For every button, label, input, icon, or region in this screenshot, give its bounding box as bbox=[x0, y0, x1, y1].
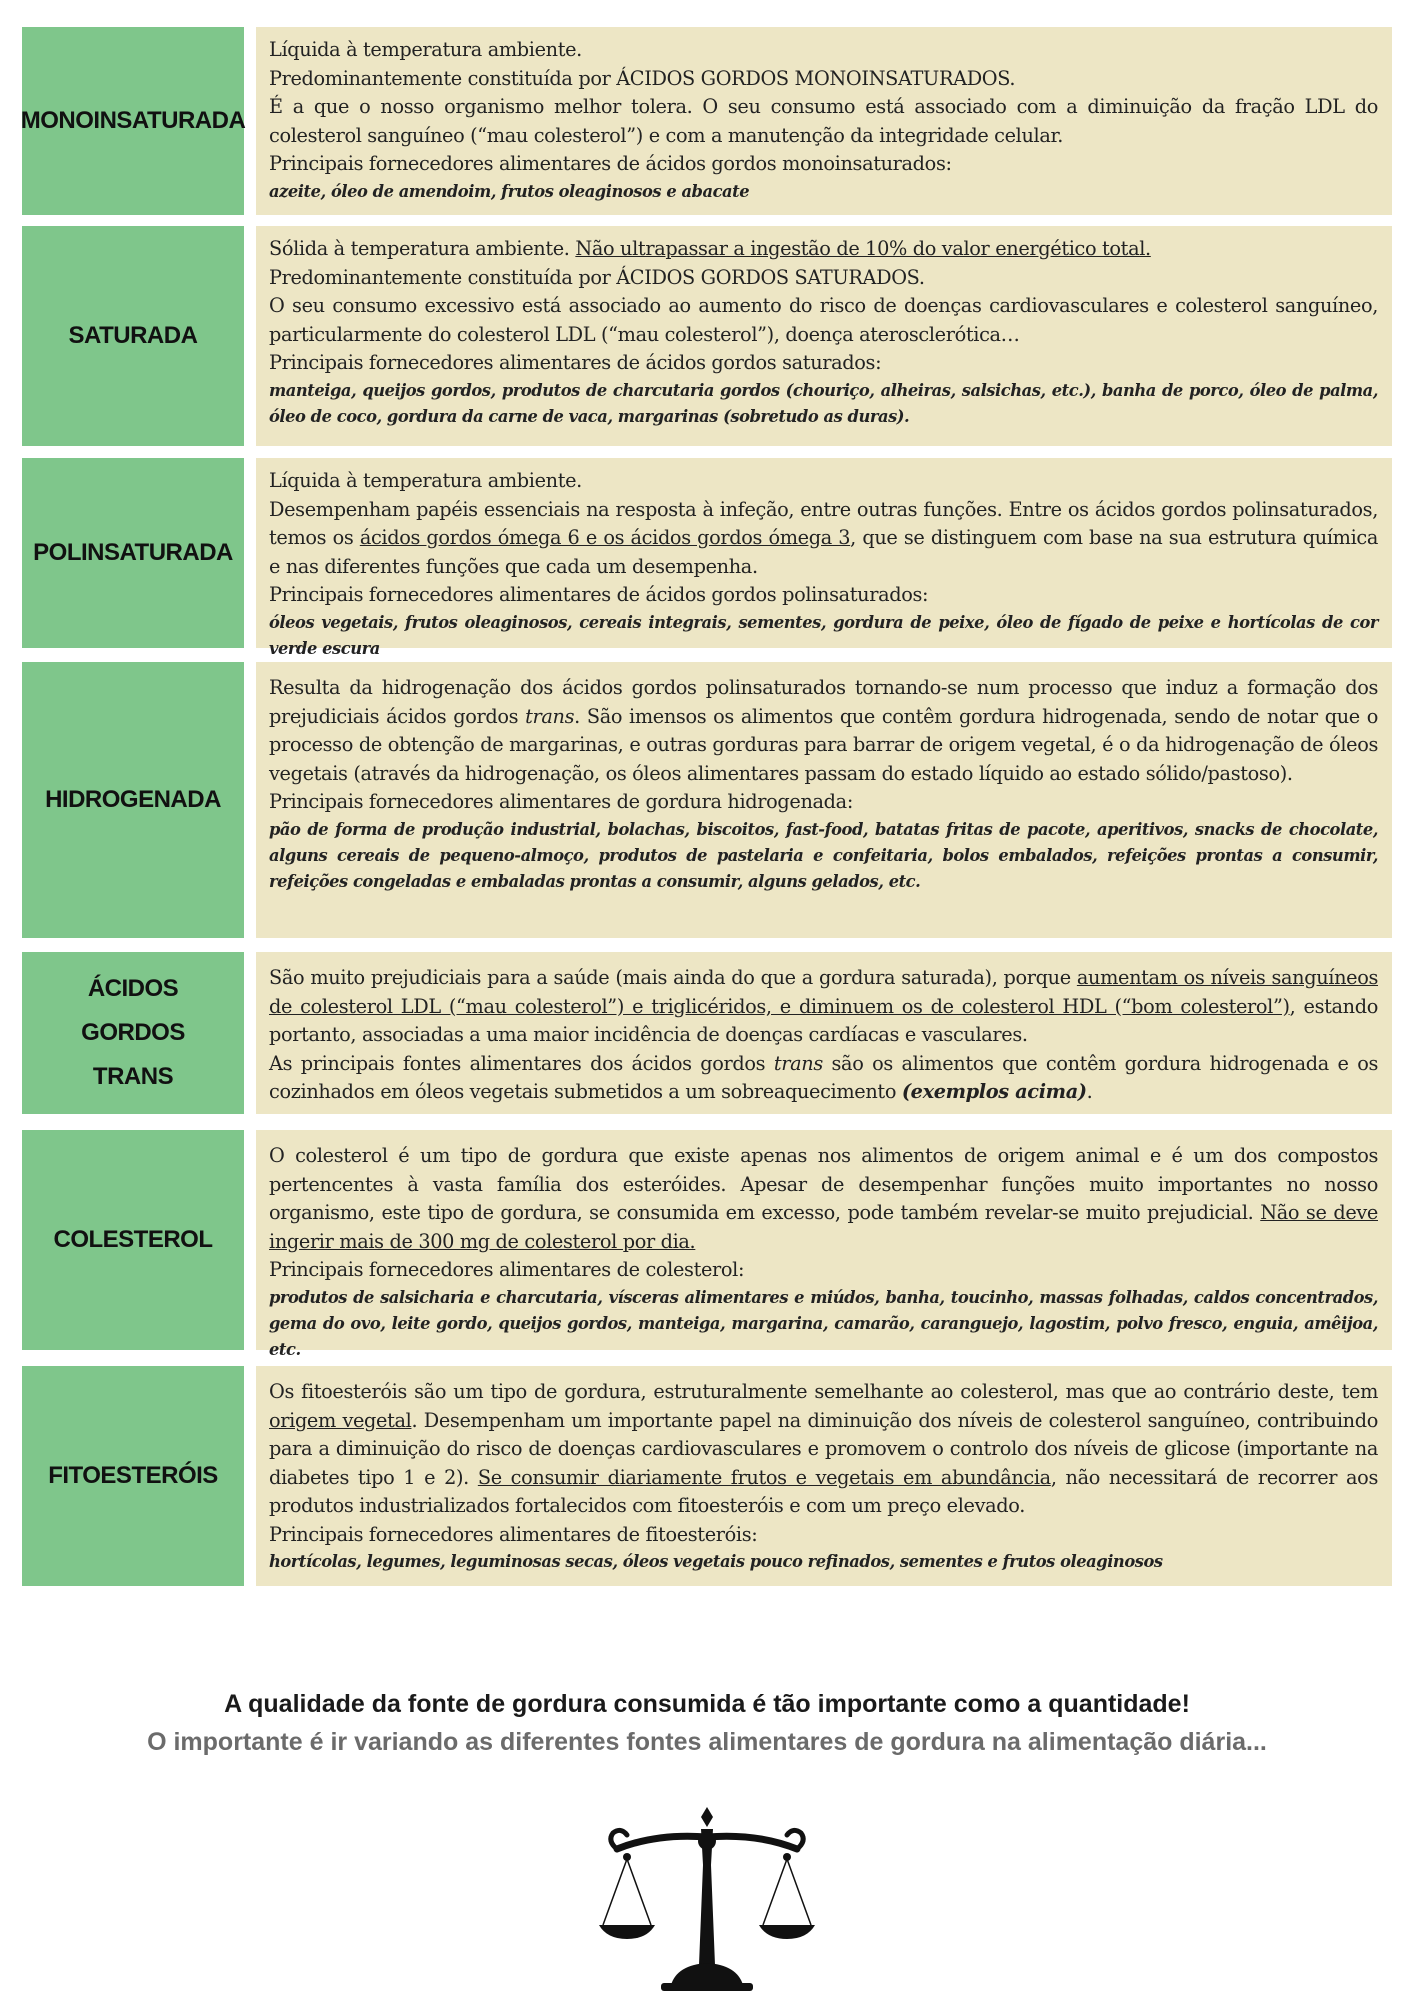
section-label: POLINSATURADA bbox=[22, 458, 244, 648]
underlined-note: origem vegetal bbox=[269, 1408, 412, 1432]
sources-list: azeite, óleo de amendoim, frutos oleaginosos e abacate bbox=[269, 181, 750, 201]
text-line: Líquida à temperatura ambiente. bbox=[269, 469, 582, 492]
underlined-note: Não se deve ingerir mais de 300 mg de colesterol por dia. bbox=[269, 1201, 1378, 1253]
section-colesterol bbox=[22, 1130, 1392, 1359]
underlined-note: Não ultrapassar a ingestão de 10% do valor energético total. bbox=[575, 237, 1151, 260]
bold-italic-note: (exemplos acima) bbox=[901, 1080, 1087, 1103]
section-label: SATURADA bbox=[22, 226, 244, 446]
text-span: Os fitoesteróis são um tipo de gordura, estruturalmente semelhante ao colesterol, mas que ao contrário deste, tem bbox=[269, 1380, 1378, 1403]
section-monoinsaturada bbox=[22, 27, 1392, 215]
italic-term: trans bbox=[525, 704, 575, 728]
text-paragraph bbox=[269, 674, 1378, 788]
section-content bbox=[256, 226, 1392, 446]
text-span: . São imensos os alimentos que contêm gordura hidrogenada, sendo de notar que o processo de obtenção de margarinas, e outras gorduras para barrar de origem vegetal, é o da hidrogenação de óleos vegetais (através da hidrogenação, os óleos alimentares passam do estado líquido ao estado sólido/pastoso). bbox=[269, 704, 1379, 785]
italic-term: trans bbox=[773, 1051, 823, 1075]
balance-scale-icon bbox=[597, 1805, 817, 2000]
footer-line-2: O importante é ir variando as diferentes fontes alimentares de gordura na alimentação diária... bbox=[147, 1728, 1267, 1756]
text-paragraph bbox=[269, 1142, 1378, 1256]
section-label: MONOINSATURADA bbox=[22, 27, 244, 215]
text-line: Predominantemente constituída por ÁCIDOS GORDOS SATURADOS. bbox=[269, 265, 925, 289]
text-span: são os alimentos que contêm gordura hidrogenada e os cozinhados em óleos vegetais submetidos a um sobreaquecimento bbox=[269, 1051, 1379, 1103]
text-paragraph: O seu consumo excessivo está associado ao aumento do risco de doenças cardiovasculares e colesterol sanguíneo, particularmente do colesterol LDL (“mau colesterol”), doença aterosclerótica… bbox=[269, 294, 1378, 346]
section-content bbox=[256, 458, 1392, 658]
section-content bbox=[256, 662, 1392, 938]
sources-heading: Principais fornecedores alimentares de ácidos gordos monoinsaturados: bbox=[269, 152, 952, 175]
sources-heading: Principais fornecedores alimentares de ácidos gordos saturados: bbox=[269, 351, 882, 374]
text-span: , que se distinguem com base na sua estrutura química e nas diferentes funções que cada um desempenha. bbox=[269, 526, 1378, 578]
text-paragraph bbox=[269, 1050, 1378, 1107]
text-line: Predominantemente constituída por ÁCIDOS GORDOS MONOINSATURADOS. bbox=[269, 66, 1016, 90]
section-hidrogenada bbox=[22, 662, 1392, 938]
section-content bbox=[256, 952, 1392, 1114]
sources-list: produtos de salsicharia e charcutaria, vísceras alimentares e miúdos, banha, toucinho, massas folhadas, caldos concentrados, gema do ovo, leite gordo, queijos gordos, manteiga, margarina, camarão, caranguejo, lagostim, polvo fresco, enguia, amêijoa, etc. bbox=[269, 1287, 1378, 1359]
text-paragraph: É a que o nosso organismo melhor tolera. O seu consumo está associado com a diminuição da fração LDL do colesterol sanguíneo (“mau colesterol”) e com a manutenção da integridade celular. bbox=[269, 95, 1378, 147]
sources-heading: Principais fornecedores alimentares de gordura hidrogenada: bbox=[269, 790, 853, 813]
sources-list: pão de forma de produção industrial, bolachas, biscoitos, fast-food, batatas fritas de pacote, aperitivos, snacks de chocolate, alguns cereais de pequeno-almoço, produtos de pastelaria e confeitaria, bolos embalados, refeições prontas a consumir, refeições congeladas e embaladas prontas a consumir, alguns gelados, etc. bbox=[269, 819, 1378, 891]
text-span: O colesterol é um tipo de gordura que existe apenas nos alimentos de origem animal e é um dos compostos pertencentes à vasta família dos esteróides. Apesar de desempenhar funções muito importantes no nosso organismo, este tipo de gordura, se consumida em excesso, pode também revelar-se muito prejudicial. bbox=[269, 1144, 1378, 1224]
footer-line-1: A qualidade da fonte de gordura consumida é tão importante como a quantidade! bbox=[224, 1690, 1190, 1718]
sources-list: óleos vegetais, frutos oleaginosos, cereais integrais, sementes, gordura de peixe, óleo de fígado de peixe e hortícolas de cor verde escura bbox=[269, 612, 1378, 658]
text-span: . bbox=[1086, 1080, 1093, 1103]
text-span: São muito prejudiciais para a saúde (mais ainda do que a gordura saturada), porque bbox=[269, 966, 1071, 989]
sources-heading: Principais fornecedores alimentares de ácidos gordos polinsaturados: bbox=[269, 583, 929, 606]
underlined-note: ácidos gordos ómega 6 e os ácidos gordos ómega 3 bbox=[359, 526, 851, 549]
text-span: , não necessitará de recorrer aos produtos industrializados fortalecidos com fitoesteróis e com um preço elevado. bbox=[269, 1465, 1378, 1517]
section-content bbox=[256, 27, 1392, 215]
section-saturada bbox=[22, 226, 1392, 446]
text-span: . Desempenham um importante papel na diminuição dos níveis de colesterol sanguíneo, contribuindo para a diminuição do risco de doenças cardiovasculares e promovem o controlo dos níveis de glicose (importante na diabetes tipo 1 e 2). bbox=[269, 1408, 1378, 1489]
text-span: Resulta da hidrogenação dos ácidos gordos polinsaturados tornando-se num processo que induz a formação dos prejudiciais ácidos gordos bbox=[269, 676, 1378, 728]
sources-list: manteiga, queijos gordos, produtos de charcutaria gordos (chouriço, alheiras, salsichas, etc.), banha de porco, óleo de palma, óleo de coco, gordura da carne de vaca, margarinas (sobretudo as duras). bbox=[269, 380, 1378, 426]
section-label: COLESTEROL bbox=[22, 1130, 244, 1350]
text-paragraph bbox=[269, 1378, 1378, 1521]
section-label: HIDROGENADA bbox=[22, 662, 244, 938]
section-polinsaturada bbox=[22, 458, 1392, 658]
text-span: Desempenham papéis essenciais na resposta à infeção, entre outras funções. Entre os ácidos gordos polinsaturados, temos os bbox=[269, 497, 1378, 549]
section-label: FITOESTERÓIS bbox=[22, 1366, 244, 1586]
text-paragraph bbox=[269, 964, 1378, 1050]
section-content bbox=[256, 1130, 1392, 1359]
sources-list: hortícolas, legumes, leguminosas secas, óleos vegetais pouco refinados, sementes e frutos oleaginosos bbox=[269, 1552, 1163, 1571]
text-span: Sólida à temperatura ambiente. bbox=[269, 237, 570, 260]
sources-heading: Principais fornecedores alimentares de fitoesteróis: bbox=[269, 1522, 758, 1546]
text-span: As principais fontes alimentares dos ácidos gordos bbox=[269, 1051, 766, 1075]
section-content bbox=[256, 1366, 1392, 1586]
underlined-note: Se consumir diariamente frutos e vegetais em abundância bbox=[477, 1465, 1051, 1489]
underlined-note: aumentam os níveis sanguíneos de colesterol LDL (“mau colesterol”) e triglicéridos, e diminuem os de colesterol HDL (“bom colesterol”) bbox=[269, 966, 1379, 1018]
section-fitoesterois bbox=[22, 1366, 1392, 1586]
text-line bbox=[269, 235, 1378, 264]
text-span: , estando portanto, associadas a uma maior incidência de doenças cardíacas e vasculares. bbox=[269, 994, 1378, 1046]
sources-heading: Principais fornecedores alimentares de colesterol: bbox=[269, 1258, 745, 1281]
text-paragraph bbox=[269, 496, 1378, 582]
section-acidos-gordos-trans bbox=[22, 952, 1392, 1114]
text-line: Líquida à temperatura ambiente. bbox=[269, 38, 582, 61]
section-label: ÁCIDOS GORDOS TRANS bbox=[22, 952, 244, 1114]
